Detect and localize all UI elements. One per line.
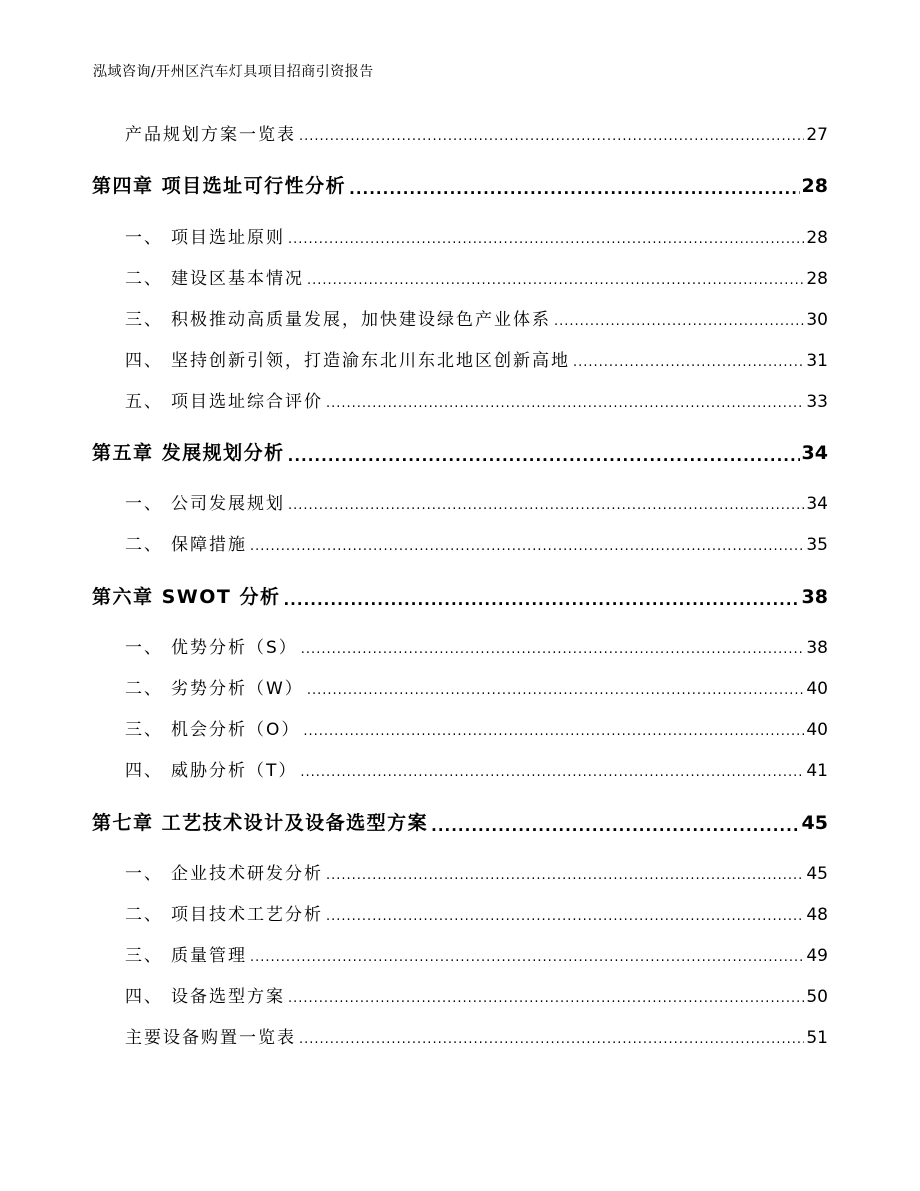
toc-entry-title: 一、 优势分析（S）: [125, 638, 298, 658]
dot-leader: [326, 907, 804, 927]
toc-chapter[interactable]: [92, 583, 828, 611]
toc-entry[interactable]: [125, 308, 828, 332]
toc-entry-page: 35: [806, 535, 828, 555]
toc-entry-page: 30: [806, 310, 828, 330]
toc-entry-title: 二、 建设区基本情况: [125, 269, 304, 289]
toc-entry[interactable]: [125, 1026, 828, 1050]
toc-entry-title: 三、 积极推动高质量发展，加快建设绿色产业体系: [125, 310, 551, 330]
toc-entry-number: 三、: [125, 310, 163, 330]
toc-entry[interactable]: [125, 123, 828, 147]
toc-entry-page: 38: [806, 638, 828, 658]
toc-entry-page: 40: [806, 720, 828, 740]
toc-entry-page: 48: [806, 905, 828, 925]
running-header: 泓域咨询/开州区汽车灯具项目招商引资报告: [93, 64, 374, 80]
toc-entry[interactable]: [125, 903, 828, 927]
toc-entry[interactable]: [125, 533, 828, 557]
dot-leader: [326, 394, 804, 414]
dot-leader: [288, 445, 800, 467]
toc-entry-number: 四、: [125, 987, 163, 1007]
toc-chapter-title: 第六章 SWOT 分析: [92, 586, 281, 608]
toc-entry-page: 33: [806, 392, 828, 412]
toc-entry-number: 二、: [125, 679, 163, 699]
toc-entry[interactable]: [125, 636, 828, 660]
toc-entry[interactable]: [125, 677, 828, 701]
toc-entry[interactable]: [125, 718, 828, 742]
dot-leader: [431, 815, 799, 837]
toc-entry-title: 四、 坚持创新引领，打造渝东北川东北地区创新高地: [125, 351, 570, 371]
toc-entry-title: 二、 项目技术工艺分析: [125, 905, 323, 925]
toc-chapter[interactable]: [92, 172, 828, 200]
toc-entry-page: 40: [806, 679, 828, 699]
toc-chapter-title: 第四章 项目选址可行性分析: [92, 175, 347, 197]
toc-entry[interactable]: [125, 862, 828, 886]
toc-entry-page: 45: [806, 864, 828, 884]
dot-leader: [301, 640, 805, 660]
dot-leader: [250, 537, 804, 557]
toc-entry-page: 50: [806, 987, 828, 1007]
toc-entry-page: 51: [806, 1028, 828, 1048]
dot-leader: [288, 496, 804, 516]
dot-leader: [288, 989, 804, 1009]
toc-entry-title: 三、 机会分析（O）: [125, 720, 301, 740]
toc-entry-number: 五、: [125, 392, 163, 412]
toc-entry[interactable]: [125, 267, 828, 291]
toc-entry-number: 一、: [125, 864, 163, 884]
dot-leader: [299, 127, 804, 147]
toc-chapter[interactable]: [92, 439, 828, 467]
toc-entry-number: 一、: [125, 228, 163, 248]
dot-leader: [326, 866, 804, 886]
dot-leader: [303, 722, 804, 742]
dot-leader: [288, 230, 804, 250]
toc-entry-page: 34: [806, 494, 828, 514]
toc-entry[interactable]: [125, 985, 828, 1009]
toc-entry-number: 二、: [125, 269, 163, 289]
toc-entry-page: 49: [806, 946, 828, 966]
toc-entry-title: 三、 质量管理: [125, 946, 247, 966]
dot-leader: [250, 948, 804, 968]
toc-entry-title: 二、 劣势分析（W）: [125, 679, 304, 699]
toc-entry-title: 产品规划方案一览表: [125, 125, 296, 145]
toc-entry-title: 一、 公司发展规划: [125, 494, 285, 514]
dot-leader: [300, 763, 804, 783]
toc-entry-title: 一、 企业技术研发分析: [125, 864, 323, 884]
toc-entry-page: 28: [806, 269, 828, 289]
toc-entry-page: 28: [806, 228, 828, 248]
toc-entry-title: 四、 设备选型方案: [125, 987, 285, 1007]
toc-entry[interactable]: [125, 944, 828, 968]
toc-entry[interactable]: [125, 759, 828, 783]
toc-entry-page: 31: [806, 351, 828, 371]
toc-entry-title: 五、 项目选址综合评价: [125, 392, 323, 412]
toc-entry[interactable]: [125, 226, 828, 250]
dot-leader: [349, 178, 799, 200]
toc-chapter-page: 28: [801, 175, 828, 197]
toc-entry[interactable]: [125, 349, 828, 373]
toc-entry-page: 41: [806, 761, 828, 781]
toc-entry-title: 二、 保障措施: [125, 535, 247, 555]
toc-chapter-page: 45: [801, 812, 828, 834]
toc-entry[interactable]: [125, 390, 828, 414]
toc-chapter-page: 38: [801, 586, 828, 608]
dot-leader: [299, 1030, 804, 1050]
dot-leader: [307, 681, 805, 701]
toc-entry-page: 27: [806, 125, 828, 145]
dot-leader: [283, 589, 799, 611]
toc-chapter-title: 第七章 工艺技术设计及设备选型方案: [92, 812, 429, 834]
dot-leader: [307, 271, 804, 291]
toc-entry-number: 二、: [125, 905, 163, 925]
toc-chapter-title: 第五章 发展规划分析: [92, 442, 285, 464]
toc-entry-number: 一、: [125, 494, 163, 514]
toc-entry-number: 二、: [125, 535, 163, 555]
toc-entry-number: 四、: [125, 351, 163, 371]
dot-leader: [554, 312, 804, 332]
toc-entry-number: 三、: [125, 720, 163, 740]
toc-entry-number: 四、: [125, 761, 163, 781]
toc-chapter-page: 34: [801, 442, 828, 464]
toc-entry-number: 三、: [125, 946, 163, 966]
toc-entry-title: 一、 项目选址原则: [125, 228, 285, 248]
toc-entry[interactable]: [125, 492, 828, 516]
toc-entry-number: 一、: [125, 638, 163, 658]
toc-entry-title: 四、 威胁分析（T）: [125, 761, 298, 781]
toc-entry-title: 主要设备购置一览表: [125, 1028, 296, 1048]
toc-chapter[interactable]: [92, 809, 828, 837]
dot-leader: [573, 353, 804, 373]
